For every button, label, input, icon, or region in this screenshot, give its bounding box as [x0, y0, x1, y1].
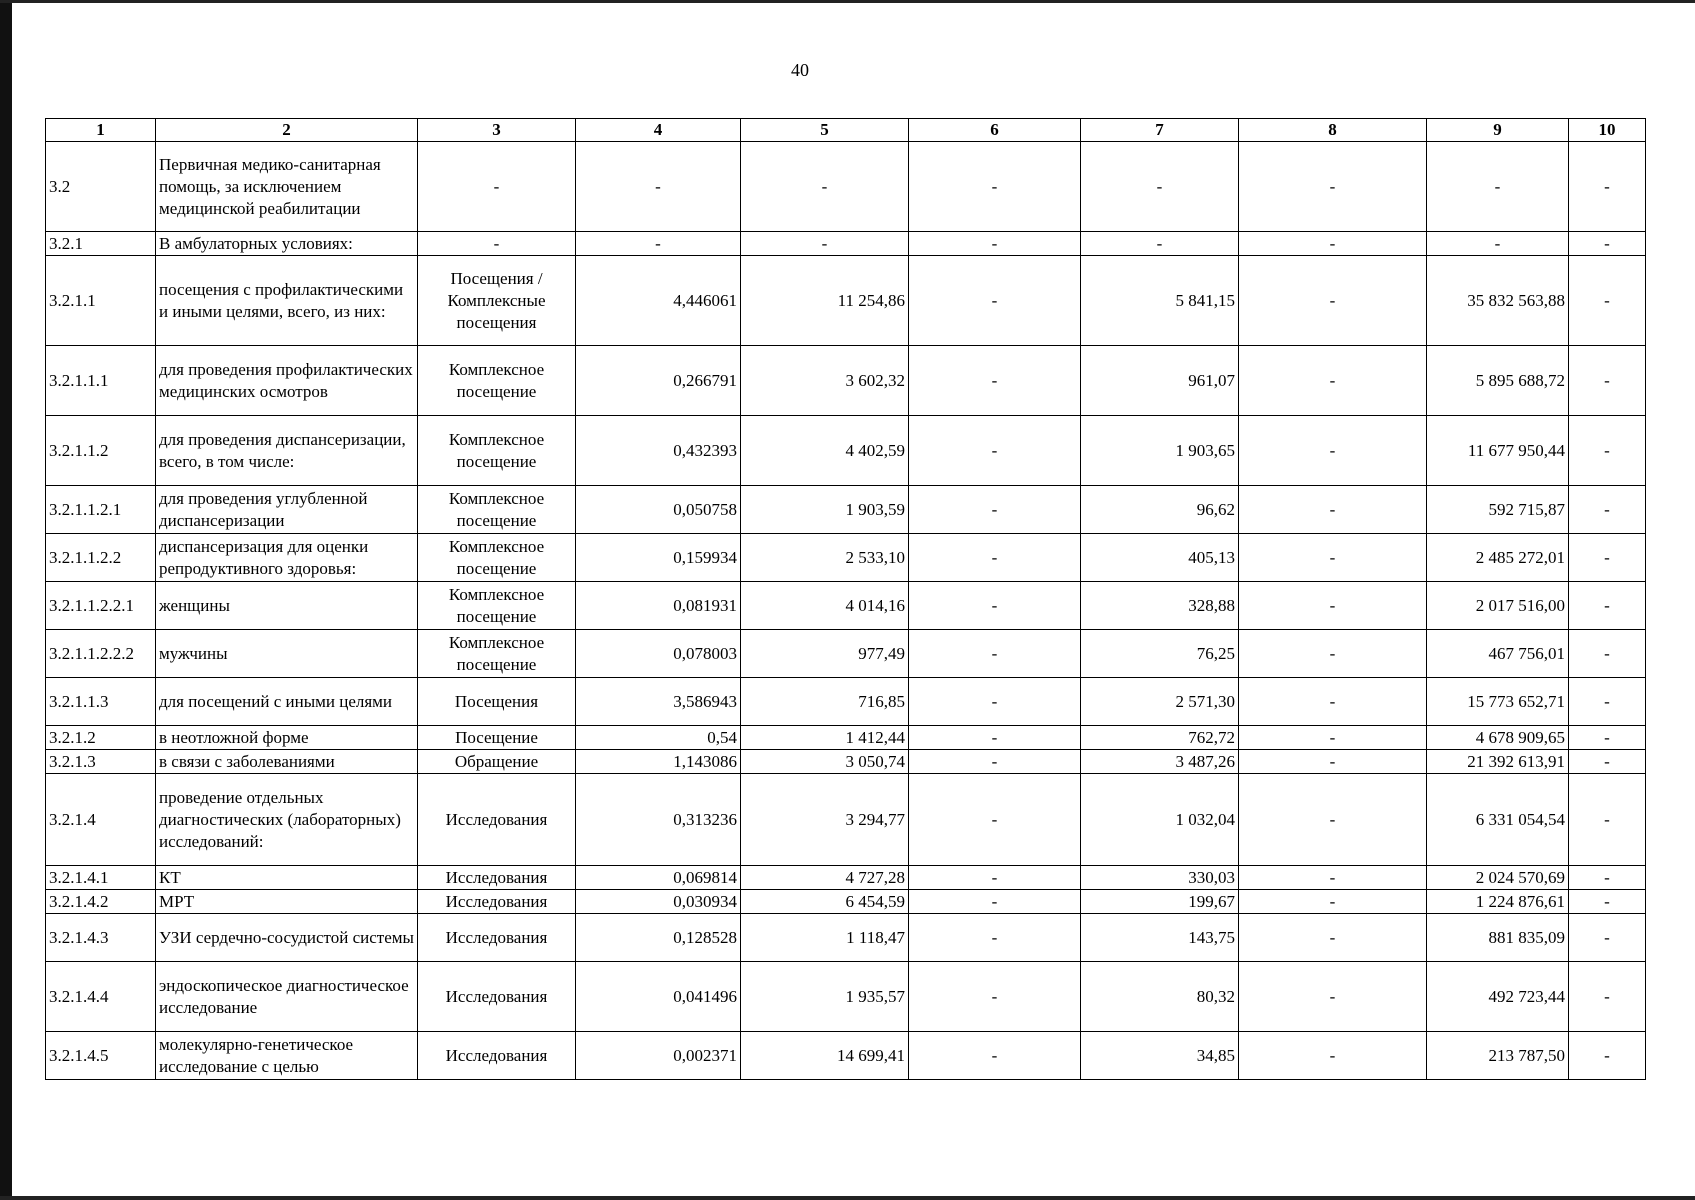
cell-col9: 6 331 054,54 [1427, 774, 1569, 866]
row-name: мужчины [156, 630, 418, 678]
row-unit: Посещения / Комплексные посещения [418, 256, 576, 346]
cell-col8: - [1239, 890, 1427, 914]
cell-col7: 961,07 [1081, 346, 1239, 416]
cell-col9: 11 677 950,44 [1427, 416, 1569, 486]
cell-col10: - [1569, 534, 1646, 582]
table-row [46, 232, 1646, 256]
row-code: 3.2.1.1 [46, 256, 156, 346]
cell-col10: - [1569, 142, 1646, 232]
table-row [46, 416, 1646, 486]
table-row [46, 346, 1646, 416]
row-unit: Исследования [418, 1032, 576, 1080]
cell-col6: - [909, 1032, 1081, 1080]
cell-col6: - [909, 346, 1081, 416]
row-code: 3.2 [46, 142, 156, 232]
row-unit: Комплексное посещение [418, 486, 576, 534]
row-unit: - [418, 232, 576, 256]
cell-col8: - [1239, 678, 1427, 726]
cell-col5: 2 533,10 [741, 534, 909, 582]
cell-col4: 0,081931 [576, 582, 741, 630]
row-code: 3.2.1.1.2.2.2 [46, 630, 156, 678]
cell-col9: 2 024 570,69 [1427, 866, 1569, 890]
row-name: проведение отдельных диагностических (лабораторных) исследований: [156, 774, 418, 866]
row-unit: Исследования [418, 866, 576, 890]
row-name: КТ [156, 866, 418, 890]
cell-col5: 1 903,59 [741, 486, 909, 534]
cell-col7: 199,67 [1081, 890, 1239, 914]
cell-col6: - [909, 486, 1081, 534]
cell-col10: - [1569, 630, 1646, 678]
cell-col4: 1,143086 [576, 750, 741, 774]
cell-col8: - [1239, 1032, 1427, 1080]
cell-col9: 881 835,09 [1427, 914, 1569, 962]
scan-border-top [0, 0, 1695, 3]
cell-col4: 0,128528 [576, 914, 741, 962]
cell-col6: - [909, 678, 1081, 726]
cell-col10: - [1569, 416, 1646, 486]
cell-col10: - [1569, 678, 1646, 726]
cell-col7: 1 903,65 [1081, 416, 1239, 486]
cell-col7: - [1081, 232, 1239, 256]
cell-col7: 405,13 [1081, 534, 1239, 582]
row-name: посещения с профилактическими и иными целями, всего, из них: [156, 256, 418, 346]
cell-col8: - [1239, 346, 1427, 416]
table-row [46, 750, 1646, 774]
header-row [46, 119, 1646, 142]
row-name: для проведения углубленной диспансеризации [156, 486, 418, 534]
table-row [46, 534, 1646, 582]
row-code: 3.2.1.2 [46, 726, 156, 750]
cell-col5: 977,49 [741, 630, 909, 678]
column-header-9: 9 [1427, 119, 1569, 142]
cell-col6: - [909, 630, 1081, 678]
row-unit: Посещение [418, 726, 576, 750]
cell-col4: 0,266791 [576, 346, 741, 416]
row-code: 3.2.1.1.2 [46, 416, 156, 486]
cell-col10: - [1569, 256, 1646, 346]
row-unit: Исследования [418, 774, 576, 866]
row-code: 3.2.1.4.5 [46, 1032, 156, 1080]
cell-col5: 1 118,47 [741, 914, 909, 962]
table-row [46, 726, 1646, 750]
row-code: 3.2.1.1.2.2 [46, 534, 156, 582]
cell-col8: - [1239, 142, 1427, 232]
row-unit: Комплексное посещение [418, 416, 576, 486]
table-row [46, 866, 1646, 890]
cell-col6: - [909, 914, 1081, 962]
column-header-2: 2 [156, 119, 418, 142]
cell-col6: - [909, 534, 1081, 582]
cell-col7: 762,72 [1081, 726, 1239, 750]
cell-col10: - [1569, 890, 1646, 914]
table-row [46, 630, 1646, 678]
column-header-10: 10 [1569, 119, 1646, 142]
cell-col8: - [1239, 914, 1427, 962]
scan-border-bottom [0, 1196, 1695, 1200]
cell-col5: 11 254,86 [741, 256, 909, 346]
row-name: диспансеризация для оценки репродуктивного здоровья: [156, 534, 418, 582]
cell-col10: - [1569, 346, 1646, 416]
cell-col8: - [1239, 962, 1427, 1032]
row-unit: Посещения [418, 678, 576, 726]
cell-col4: 0,313236 [576, 774, 741, 866]
row-code: 3.2.1.4.1 [46, 866, 156, 890]
cell-col10: - [1569, 750, 1646, 774]
cell-col7: 1 032,04 [1081, 774, 1239, 866]
cell-col8: - [1239, 486, 1427, 534]
cell-col10: - [1569, 866, 1646, 890]
row-name: для посещений с иными целями [156, 678, 418, 726]
row-code: 3.2.1.1.3 [46, 678, 156, 726]
cell-col4: 0,078003 [576, 630, 741, 678]
cell-col4: - [576, 232, 741, 256]
cell-col8: - [1239, 232, 1427, 256]
cell-col4: 4,446061 [576, 256, 741, 346]
cell-col7: 5 841,15 [1081, 256, 1239, 346]
table-row [46, 914, 1646, 962]
cell-col9: 5 895 688,72 [1427, 346, 1569, 416]
column-header-4: 4 [576, 119, 741, 142]
cell-col4: - [576, 142, 741, 232]
row-unit: Комплексное посещение [418, 534, 576, 582]
cell-col8: - [1239, 774, 1427, 866]
cell-col5: 4 402,59 [741, 416, 909, 486]
cell-col6: - [909, 142, 1081, 232]
cell-col6: - [909, 726, 1081, 750]
cell-col9: 467 756,01 [1427, 630, 1569, 678]
cell-col4: 0,159934 [576, 534, 741, 582]
cell-col4: 0,432393 [576, 416, 741, 486]
row-name: женщины [156, 582, 418, 630]
row-code: 3.2.1.3 [46, 750, 156, 774]
cell-col8: - [1239, 630, 1427, 678]
column-header-5: 5 [741, 119, 909, 142]
cell-col9: 2 485 272,01 [1427, 534, 1569, 582]
row-code: 3.2.1.1.2.1 [46, 486, 156, 534]
row-code: 3.2.1 [46, 232, 156, 256]
cell-col7: 143,75 [1081, 914, 1239, 962]
row-unit: Исследования [418, 890, 576, 914]
cell-col9: 592 715,87 [1427, 486, 1569, 534]
row-code: 3.2.1.4.4 [46, 962, 156, 1032]
cell-col5: 3 294,77 [741, 774, 909, 866]
cell-col8: - [1239, 866, 1427, 890]
row-unit: Исследования [418, 962, 576, 1032]
cell-col9: - [1427, 142, 1569, 232]
row-name: Первичная медико-санитарная помощь, за исключением медицинской реабилитации [156, 142, 418, 232]
cell-col5: 14 699,41 [741, 1032, 909, 1080]
cell-col10: - [1569, 774, 1646, 866]
cell-col5: 1 935,57 [741, 962, 909, 1032]
cell-col10: - [1569, 232, 1646, 256]
cell-col5: 4 014,16 [741, 582, 909, 630]
cell-col7: 76,25 [1081, 630, 1239, 678]
row-code: 3.2.1.4.2 [46, 890, 156, 914]
cell-col6: - [909, 774, 1081, 866]
cell-col9: 4 678 909,65 [1427, 726, 1569, 750]
row-unit: - [418, 142, 576, 232]
row-code: 3.2.1.4.3 [46, 914, 156, 962]
table-row [46, 486, 1646, 534]
row-code: 3.2.1.1.2.2.1 [46, 582, 156, 630]
cell-col8: - [1239, 582, 1427, 630]
cell-col9: - [1427, 232, 1569, 256]
cell-col10: - [1569, 486, 1646, 534]
cell-col5: 716,85 [741, 678, 909, 726]
table-row [46, 1032, 1646, 1080]
cell-col5: 3 050,74 [741, 750, 909, 774]
cell-col7: 2 571,30 [1081, 678, 1239, 726]
cell-col4: 0,030934 [576, 890, 741, 914]
cell-col7: - [1081, 142, 1239, 232]
cell-col10: - [1569, 582, 1646, 630]
row-unit: Исследования [418, 914, 576, 962]
cell-col7: 328,88 [1081, 582, 1239, 630]
cell-col4: 0,002371 [576, 1032, 741, 1080]
cell-col6: - [909, 962, 1081, 1032]
column-header-3: 3 [418, 119, 576, 142]
cell-col4: 0,069814 [576, 866, 741, 890]
cell-col4: 0,54 [576, 726, 741, 750]
cell-col8: - [1239, 534, 1427, 582]
cell-col5: 4 727,28 [741, 866, 909, 890]
cell-col6: - [909, 750, 1081, 774]
row-name: молекулярно-генетическое исследование с целью [156, 1032, 418, 1080]
cell-col5: - [741, 142, 909, 232]
cell-col7: 3 487,26 [1081, 750, 1239, 774]
column-header-7: 7 [1081, 119, 1239, 142]
column-header-6: 6 [909, 119, 1081, 142]
cell-col8: - [1239, 256, 1427, 346]
cell-col10: - [1569, 914, 1646, 962]
cell-col4: 0,050758 [576, 486, 741, 534]
cell-col7: 80,32 [1081, 962, 1239, 1032]
cell-col5: 6 454,59 [741, 890, 909, 914]
cell-col9: 1 224 876,61 [1427, 890, 1569, 914]
row-name: УЗИ сердечно-сосудистой системы [156, 914, 418, 962]
row-unit: Комплексное посещение [418, 630, 576, 678]
data-table [45, 118, 1646, 1080]
cell-col6: - [909, 582, 1081, 630]
cell-col9: 492 723,44 [1427, 962, 1569, 1032]
column-header-8: 8 [1239, 119, 1427, 142]
cell-col8: - [1239, 416, 1427, 486]
cell-col6: - [909, 232, 1081, 256]
cell-col4: 0,041496 [576, 962, 741, 1032]
row-name: в связи с заболеваниями [156, 750, 418, 774]
cell-col9: 35 832 563,88 [1427, 256, 1569, 346]
column-header-1: 1 [46, 119, 156, 142]
table-row [46, 774, 1646, 866]
row-unit: Комплексное посещение [418, 582, 576, 630]
cell-col5: - [741, 232, 909, 256]
row-code: 3.2.1.4 [46, 774, 156, 866]
cell-col6: - [909, 890, 1081, 914]
cell-col8: - [1239, 726, 1427, 750]
cell-col4: 3,586943 [576, 678, 741, 726]
table-row [46, 890, 1646, 914]
table-row [46, 678, 1646, 726]
row-name: для проведения диспансеризации, всего, в том числе: [156, 416, 418, 486]
cell-col7: 96,62 [1081, 486, 1239, 534]
cell-col8: - [1239, 750, 1427, 774]
row-name: в неотложной форме [156, 726, 418, 750]
cell-col10: - [1569, 1032, 1646, 1080]
cell-col9: 2 017 516,00 [1427, 582, 1569, 630]
row-name: эндоскопическое диагностическое исследование [156, 962, 418, 1032]
table-row [46, 142, 1646, 232]
cell-col7: 34,85 [1081, 1032, 1239, 1080]
table-row [46, 962, 1646, 1032]
cell-col6: - [909, 866, 1081, 890]
row-name: В амбулаторных условиях: [156, 232, 418, 256]
cell-col10: - [1569, 726, 1646, 750]
cell-col6: - [909, 256, 1081, 346]
cell-col9: 15 773 652,71 [1427, 678, 1569, 726]
cell-col10: - [1569, 962, 1646, 1032]
table-row [46, 582, 1646, 630]
page-number: 40 [791, 60, 809, 80]
row-code: 3.2.1.1.1 [46, 346, 156, 416]
table-row [46, 256, 1646, 346]
row-unit: Обращение [418, 750, 576, 774]
row-unit: Комплексное посещение [418, 346, 576, 416]
cell-col9: 21 392 613,91 [1427, 750, 1569, 774]
cell-col7: 330,03 [1081, 866, 1239, 890]
row-name: МРТ [156, 890, 418, 914]
cell-col5: 1 412,44 [741, 726, 909, 750]
scan-border-left [0, 0, 12, 1200]
cell-col6: - [909, 416, 1081, 486]
cell-col5: 3 602,32 [741, 346, 909, 416]
row-name: для проведения профилактических медицинских осмотров [156, 346, 418, 416]
cell-col9: 213 787,50 [1427, 1032, 1569, 1080]
